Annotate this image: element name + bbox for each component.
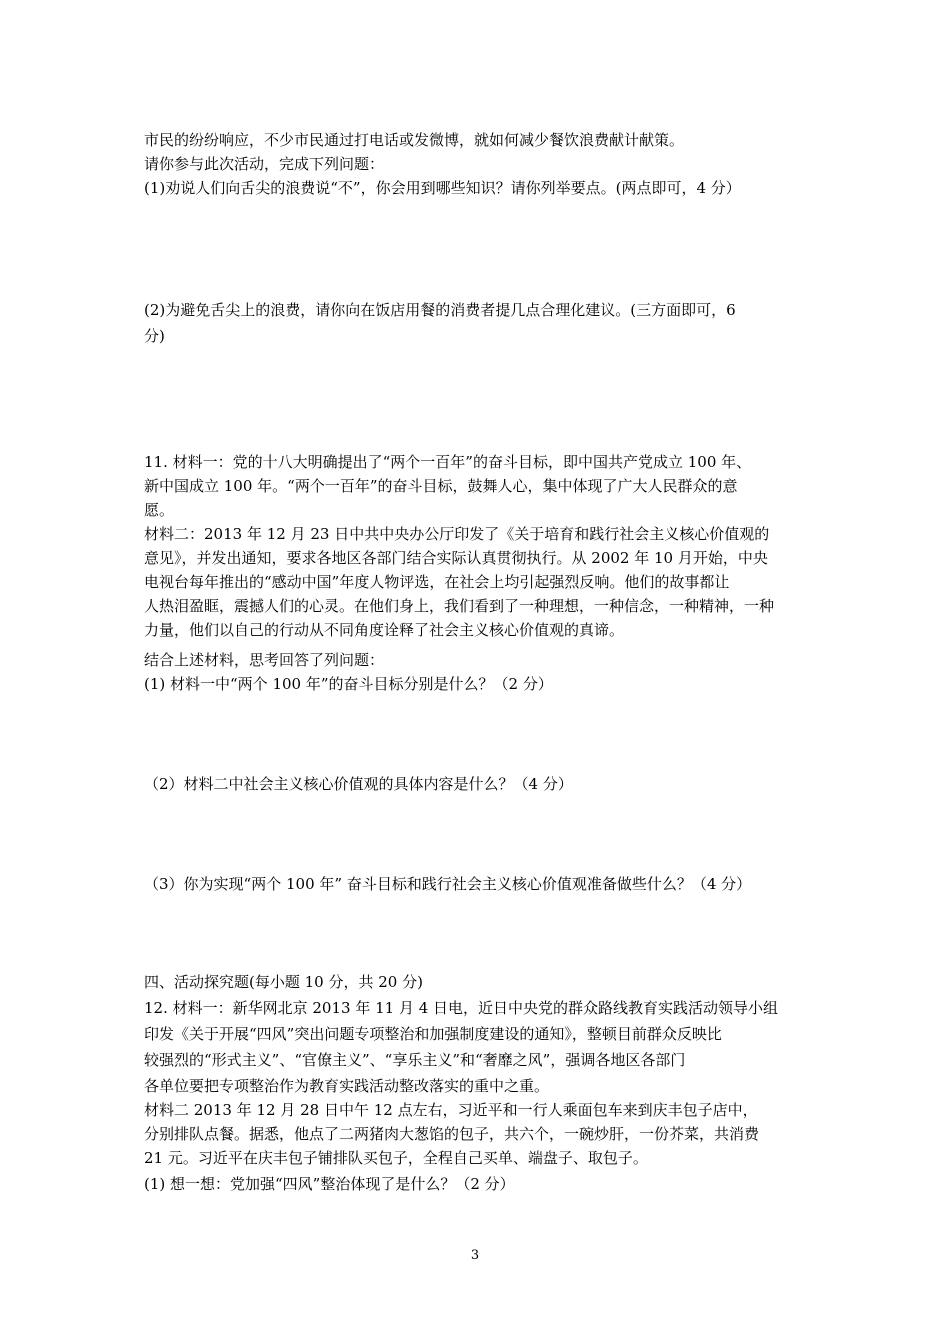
- text-line: 愿。: [144, 501, 175, 519]
- text-line: 材料二 2013 年 12 月 28 日中午 12 点左右，习近平和一行人乘面包车来到庆丰包子店中，: [144, 1101, 758, 1119]
- text-line: 意见》，并发出通知，要求各地区各部门结合实际认真贯彻执行。从 2002 年 10 月开始，中央: [144, 549, 768, 567]
- text-line: 各单位要把专项整治作为教育实践活动整改落实的重中之重。: [144, 1077, 550, 1095]
- question-text: 分): [144, 327, 165, 345]
- text-line: 材料二：2013 年 12 月 23 日中共中央办公厅印发了《关于培育和践行社会主义核心价值观的: [144, 525, 770, 543]
- question-text: （2）材料二中社会主义核心价值观的具体内容是什么？（4 分）: [144, 775, 573, 793]
- question-heading: 11. 材料一：党的十八大明确提出了“两个一百年”的奋斗目标，即中国共产党成立 100 年、: [144, 453, 752, 471]
- section-heading: 四、活动探究题(每小题 10 分，共 20 分): [144, 973, 423, 991]
- question-text: (1)劝说人们向舌尖的浪费说“不”，你会用到哪些知识？请你列举要点。(两点即可，4 分）: [144, 179, 741, 197]
- text-line: 力量，他们以自己的行动从不同角度诠释了社会主义核心价值观的真谛。: [144, 621, 625, 639]
- text-line: 结合上述材料，思考回答了列问题：: [144, 651, 385, 669]
- question-text: (1) 材料一中“两个 100 年”的奋斗目标分别是什么？（2 分）: [144, 675, 553, 693]
- text-line: 市民的纷纷响应，不少市民通过打电话或发微博，就如何减少餐饮浪费献计献策。: [144, 131, 685, 149]
- text-line: 新中国成立 100 年。“两个一百年”的奋斗目标，鼓舞人心，集中体现了广大人民群众的意: [144, 477, 738, 495]
- question-text: (1) 想一想：党加强“四风”整治体现了是什么？（2 分）: [144, 1175, 515, 1193]
- text-line: 请你参与此次活动，完成下列问题：: [144, 155, 385, 173]
- question-heading: 12. 材料一：新华网北京 2013 年 11 月 4 日电，近日中央党的群众路线教育实践活动领导小组: [144, 999, 779, 1017]
- text-line: 印发《关于开展“四风”突出问题专项整治和加强制度建设的通知》，整顿目前群众反映比: [144, 1025, 722, 1043]
- text-line: 分别排队点餐。据悉，他点了二两猪肉大葱馅的包子，共六个，一碗炒肝，一份芥菜，共消费: [144, 1125, 760, 1143]
- page-number: 3: [470, 1248, 480, 1263]
- question-text: (2)为避免舌尖上的浪费，请你向在饭店用餐的消费者提几点合理化建议。(三方面即可，6: [144, 301, 736, 319]
- text-line: 较强烈的“形式主义”、“官僚主义”、“享乐主义”和“奢靡之风”，强调各地区各部门: [144, 1051, 686, 1069]
- text-line: 电视台每年推出的“感动中国”年度人物评选，在社会上均引起强烈反响。他们的故事都让: [144, 573, 730, 591]
- text-line: 21 元。习近平在庆丰包子铺排队买包子，全程自己买单、端盘子、取包子。: [144, 1149, 648, 1167]
- text-line: 人热泪盈眶，震撼人们的心灵。在他们身上，我们看到了一种理想，一种信念，一种精神，一种: [144, 597, 775, 615]
- question-text: （3）你为实现“两个 100 年” 奋斗目标和践行社会主义核心价值观准备做些什么？（4 分）: [144, 875, 752, 893]
